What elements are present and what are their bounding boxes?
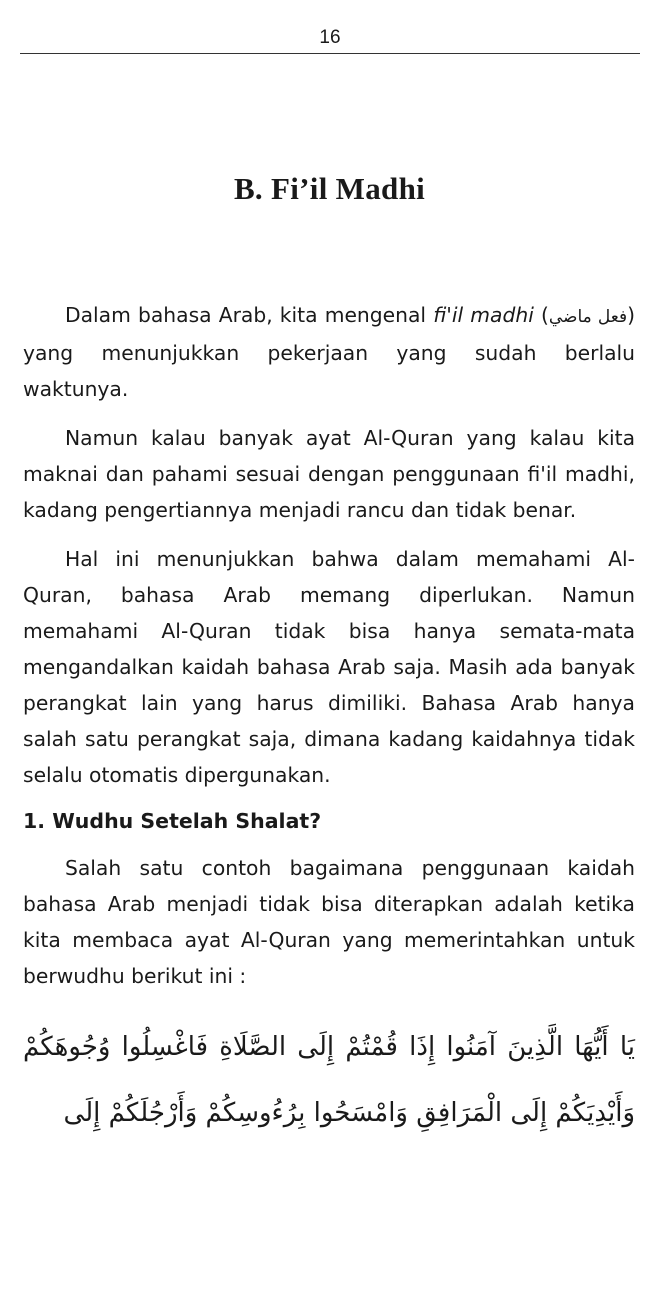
term-fiil-madhi: fi'il madhi xyxy=(433,303,534,327)
subsection-heading: 1. Wudhu Setelah Shalat? xyxy=(23,809,322,833)
paragraph-2: Namun kalau banyak ayat Al-Quran yang kalau kita maknai dan pahami sesuai dengan penggunaan fi'il madhi, kadang pengertiannya menjadi rancu dan tidak benar. xyxy=(23,426,635,522)
paragraph-intro xyxy=(23,297,635,407)
arabic-term: فعل ماضي xyxy=(548,307,628,327)
page-number: 16 xyxy=(319,27,341,48)
intro-text-after: ) yang menunjukkan pekerjaan yang sudah berlalu waktunya. xyxy=(23,303,635,401)
quran-verse: يَا أَيُّهَا الَّذِينَ آمَنُوا إِذَا قُمْتُمْ إِلَى الصَّلَاةِ فَاغْسِلُوا وُجُوهَكُمْ وَأَيْدِيَكُمْ إِلَى الْمَرَافِقِ وَامْسَحُوا بِرُءُوسِكُمْ وَأَرْجُلَكُمْ إِلَى xyxy=(23,1032,635,1128)
page-header xyxy=(20,24,640,54)
page-content xyxy=(23,297,635,1146)
section-title: B. Fi’il Madhi xyxy=(233,171,426,206)
subsection-paragraph: Salah satu contoh bagaimana penggunaan kaidah bahasa Arab menjadi tidak bisa diterapkan adalah ketika kita membaca ayat Al-Quran yang memerintahkan untuk berwudhu berikut ini : xyxy=(23,856,635,988)
intro-open-paren: ( xyxy=(533,303,549,327)
paragraph-3: Hal ini menunjukkan bahwa dalam memahami Al-Quran, bahasa Arab memang diperlukan. Namun memahami Al-Quran tidak bisa hanya semata-mata mengandalkan kaidah bahasa Arab saja. Masih ada banyak perangkat lain yang harus dimiliki. Bahasa Arab hanya salah satu perangkat saja, dimana kadang kaidahnya tidak selalu otomatis dipergunakan. xyxy=(23,547,635,787)
intro-text-before: Dalam bahasa Arab, kita mengenal xyxy=(65,303,434,327)
